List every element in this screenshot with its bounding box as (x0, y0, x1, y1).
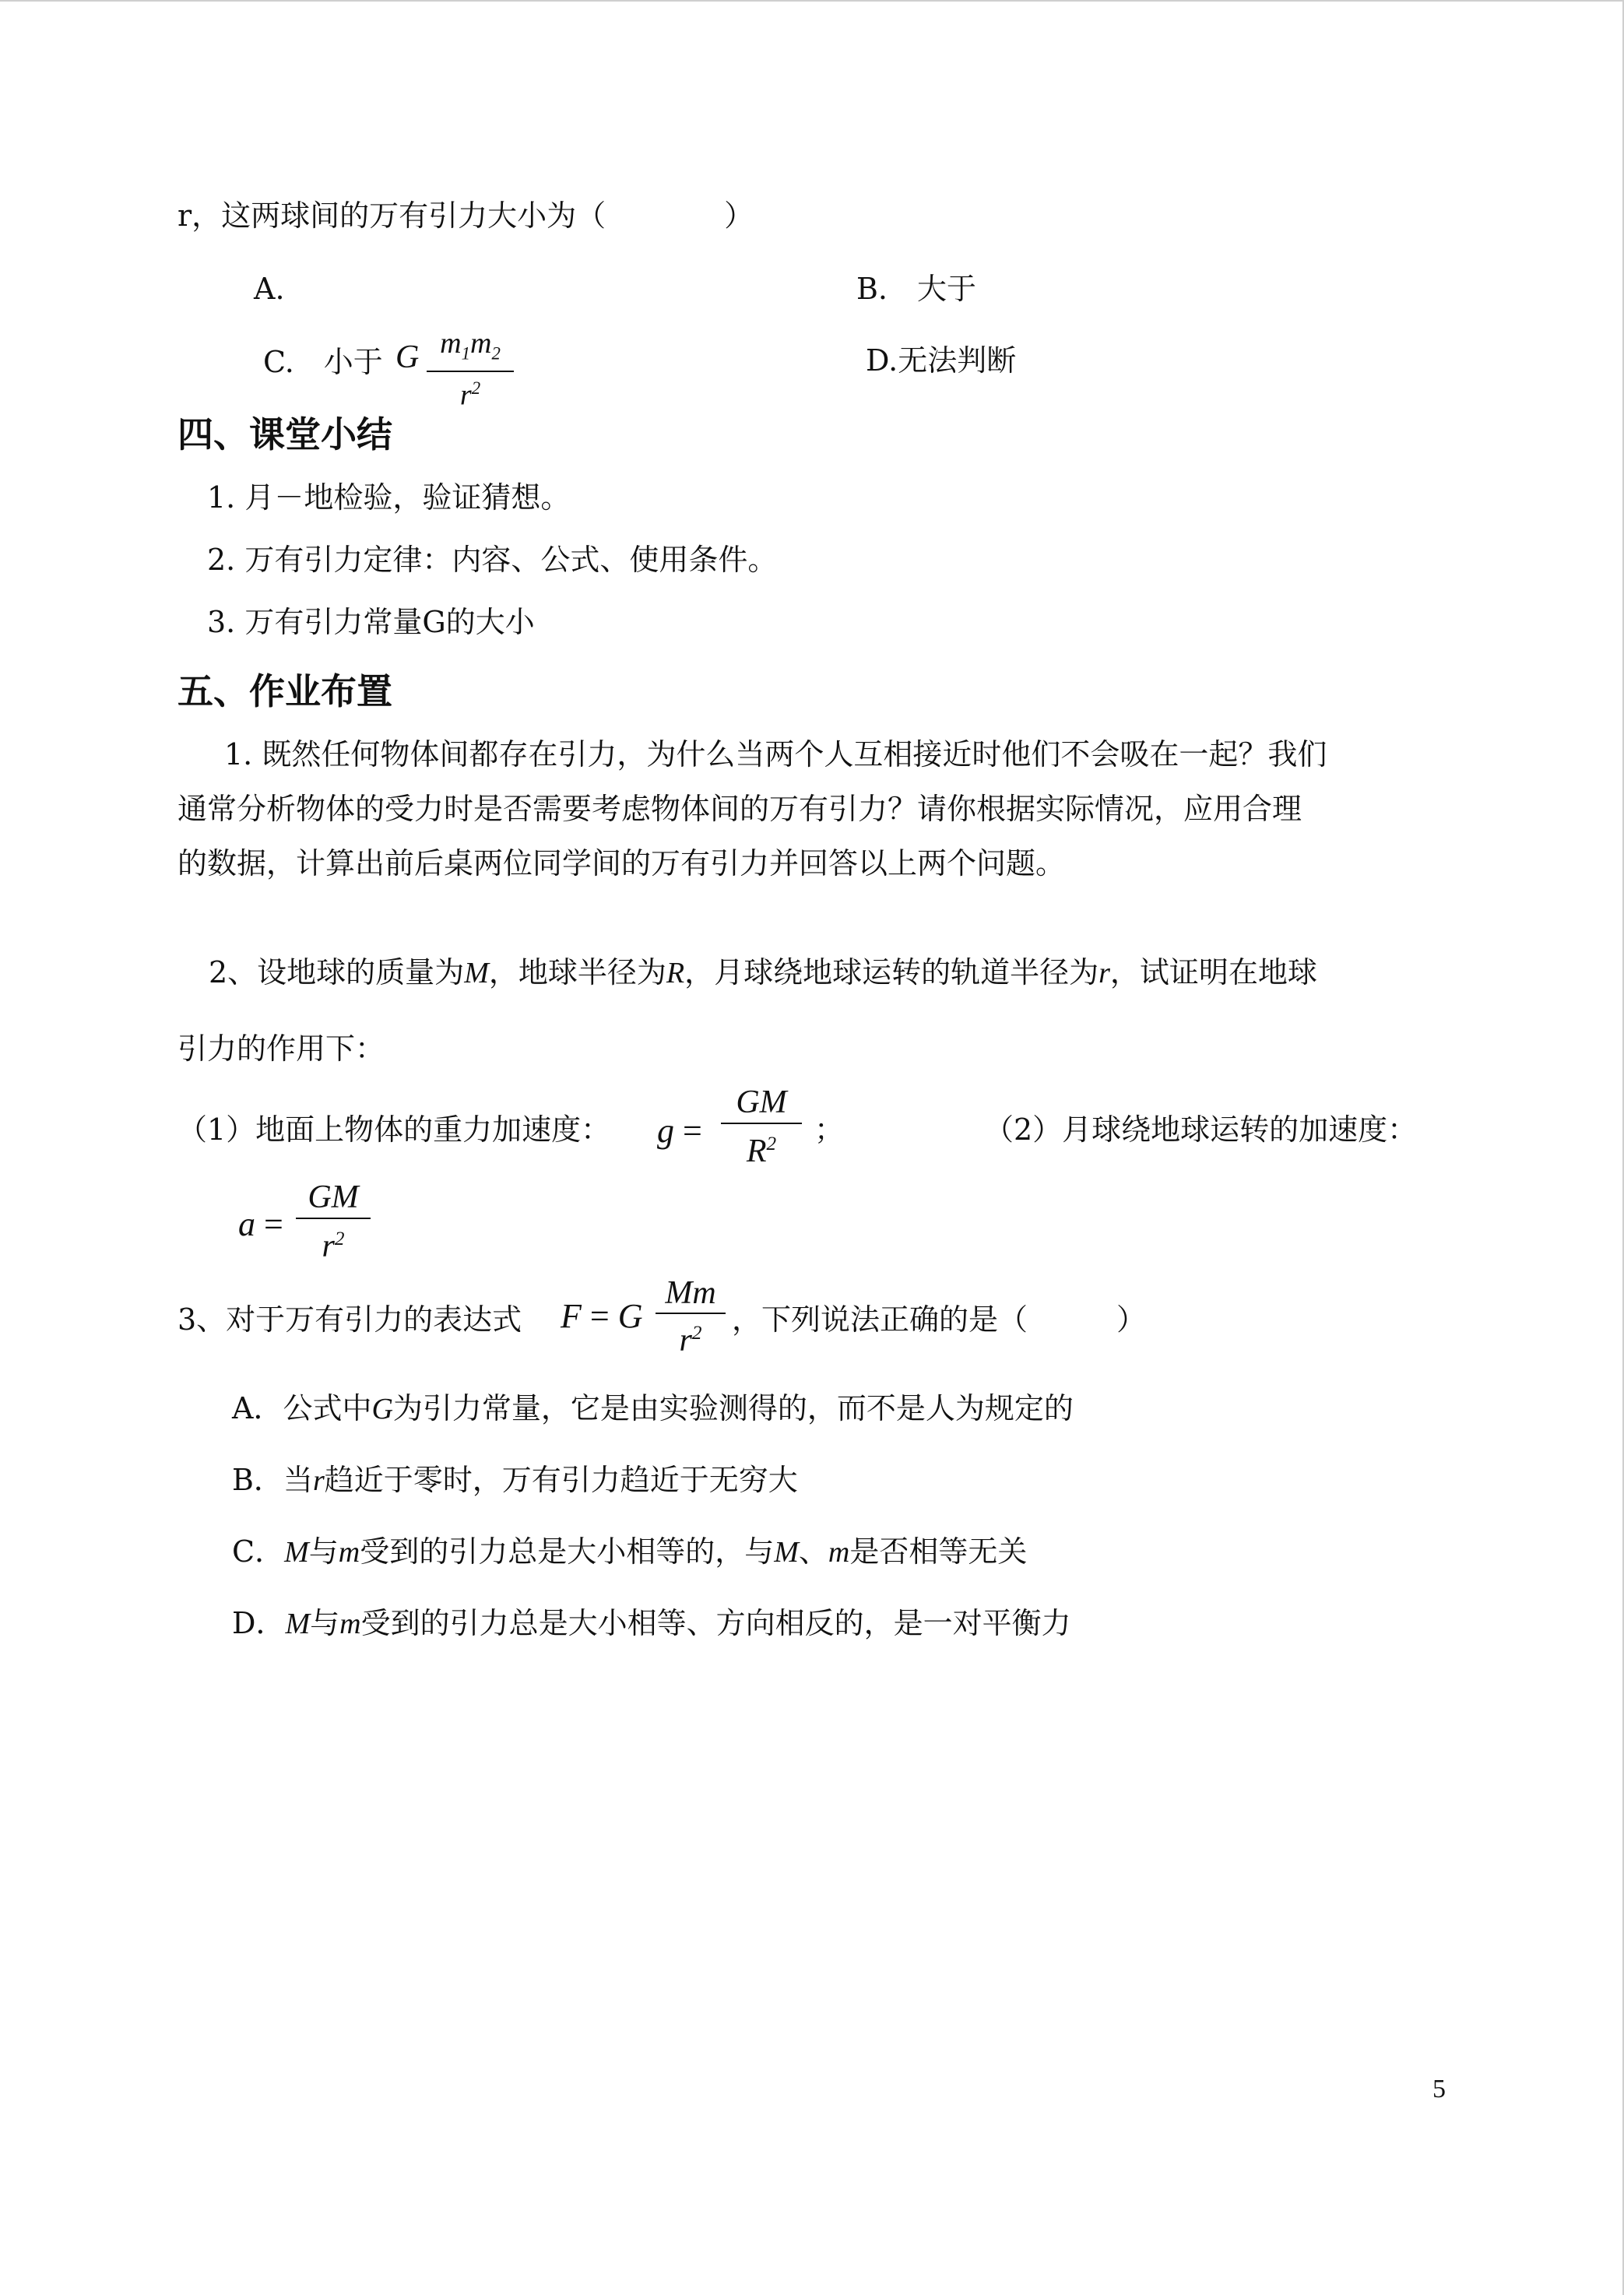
page-number: 5 (1432, 2075, 1446, 2103)
hw2-part1-denominator: $R^2$ (746, 1133, 777, 1169)
hw3-option-c: C．M与m受到的引力总是大小相等的，与M、m是否相等无关 (232, 1534, 1028, 1569)
prev-option-c-denominator: $r^2$ (459, 378, 481, 412)
hw2-part2-numerator: GM (308, 1179, 359, 1215)
hw2-part2-label: （2）月球绕地球运转的加速度： (984, 1112, 1418, 1147)
hw3-formula-fraction (656, 1274, 726, 1360)
prev-option-b: B. 大于 (856, 272, 977, 306)
hw3-option-a: A．公式中G为引力常量，它是由实验测得的，而不是人为规定的 (232, 1391, 1074, 1425)
page-border-top (0, 0, 1624, 2)
hw2-part1-fraction (721, 1082, 802, 1172)
prev-option-c-G: G (395, 339, 420, 375)
hw3-stem-a: 3、对于万有引力的表达式 (178, 1302, 522, 1337)
hw2-line-1: 2、设地球的质量为M，地球半径为R，月球绕地球运转的轨道半径为r，试证明在地球 (209, 955, 1317, 989)
hw1-line-3: 的数据，计算出前后桌两位同学间的万有引力并回答以上两个问题。 (178, 846, 1066, 880)
hw2-part1-numerator: GM (736, 1084, 787, 1120)
prev-option-c-fraction (427, 327, 514, 411)
section4-item-2: 2. 万有引力定律：内容、公式、使用条件。 (207, 543, 778, 577)
prev-option-c-label: C. 小于 (263, 345, 383, 379)
prev-option-d: D.无法判断 (866, 343, 1017, 378)
prev-option-a: A. (254, 272, 285, 306)
hw3-formula-numerator: Mm (665, 1275, 716, 1311)
section4-heading: 四、课堂小结 (178, 413, 392, 455)
hw2-part2-fraction (296, 1177, 371, 1267)
hw2-part1-lhs: g = (657, 1112, 702, 1150)
section4-item-1: 1. 月－地检验，验证猜想。 (207, 480, 571, 515)
hw3-stem-b: ，下列说法正确的是（ ） (732, 1302, 1147, 1337)
hw3-formula-lhs: F = G (561, 1297, 643, 1335)
hw3-formula-denominator: $r^2$ (679, 1323, 702, 1358)
hw2-part1-label: （1）地面上物体的重力加速度： (178, 1112, 611, 1147)
section4-item-3: 3. 万有引力常量G的大小 (207, 605, 535, 639)
prev-option-c-numerator: $m_1m_2$ (440, 327, 501, 364)
hw2-part2-denominator: $r^2$ (322, 1228, 345, 1264)
hw2-line-2: 引力的作用下： (178, 1032, 385, 1066)
hw3-option-d: D．M与m受到的引力总是大小相等、方向相反的，是一对平衡力 (232, 1606, 1071, 1640)
hw1-line-2: 通常分析物体的受力时是否需要考虑物体间的万有引力？请你根据实际情况，应用合理 (178, 792, 1302, 826)
hw2-part1-end: ； (814, 1112, 845, 1147)
section5-heading: 五、作业布置 (178, 670, 392, 712)
prev-question-stem: r，这两球间的万有引力大小为（ ） (178, 199, 754, 233)
hw3-option-b: B．当r趋近于零时，万有引力趋近于无穷大 (232, 1463, 798, 1497)
hw1-line-1: 1. 既然任何物体间都存在引力，为什么当两个人互相接近时他们不会吸在一起？我们 (224, 737, 1327, 771)
hw2-part2-lhs: a = (238, 1205, 283, 1243)
